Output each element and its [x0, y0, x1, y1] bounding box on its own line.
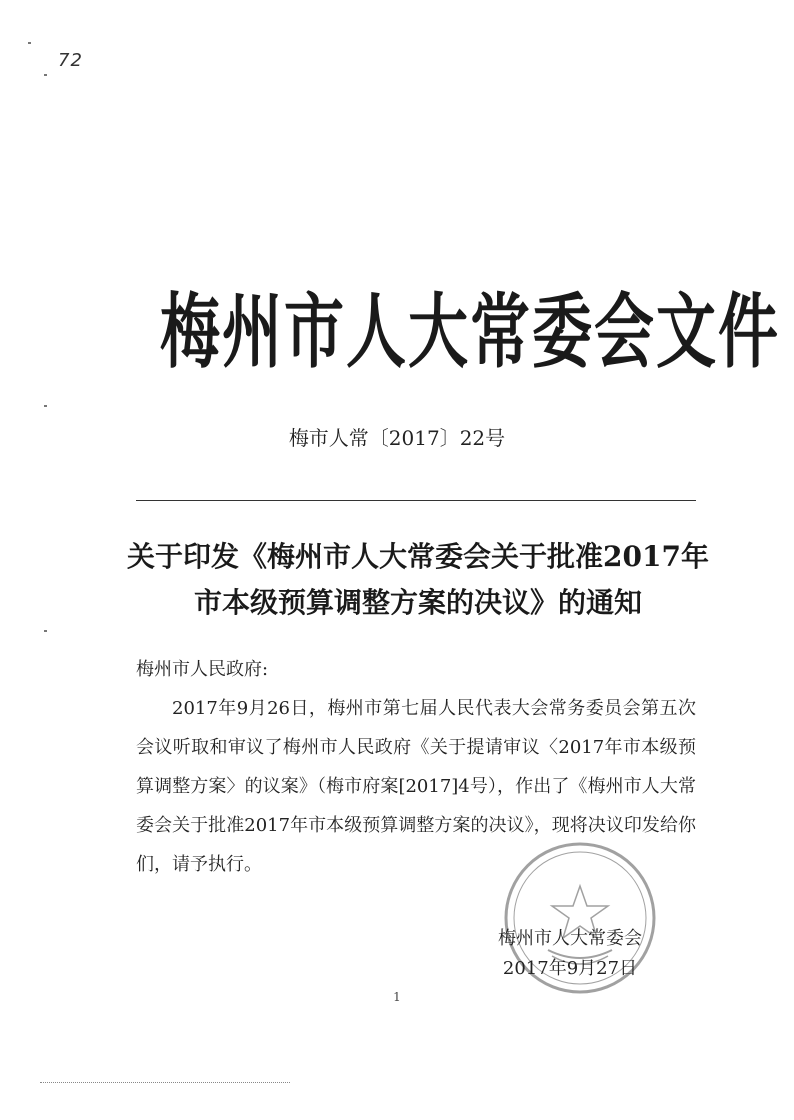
signature-block: [460, 924, 680, 984]
footer-line: [40, 1082, 290, 1083]
header-divider: [136, 500, 696, 501]
signing-organization: 梅州市人大常委会: [498, 928, 642, 949]
addressee: 梅州市人民政府:: [136, 659, 269, 680]
scan-speck: [28, 42, 31, 44]
document-title: [118, 534, 718, 626]
document-number: 梅市人常〔2017〕22号: [288, 426, 506, 450]
handwritten-margin-note: 72: [58, 50, 83, 71]
scan-speck: [44, 74, 47, 76]
document-header: 梅州市人大常委会文件: [160, 285, 780, 381]
scan-speck: [44, 630, 47, 632]
title-line: 关于印发《梅州市人大常委会关于批准2017年: [127, 540, 709, 573]
scan-speck: [44, 405, 47, 407]
page-number: 1: [393, 990, 401, 1004]
title-line: 市本级预算调整方案的决议》的通知: [193, 586, 642, 619]
body-paragraph: 2017年9月26日，梅州市第七届人民代表大会常务委员会第五次会议听取和审议了梅州市人民政府《关于提请审议〈2017年市本级预算调整方案〉的议案》（梅市府案[2017]4号），作出了《梅州市人大常委会关于批准2017年市本级预算调整方案的决议》，现将决议印发给你们，请予执行。: [136, 698, 696, 875]
signing-date: 2017年9月27日: [502, 958, 638, 979]
